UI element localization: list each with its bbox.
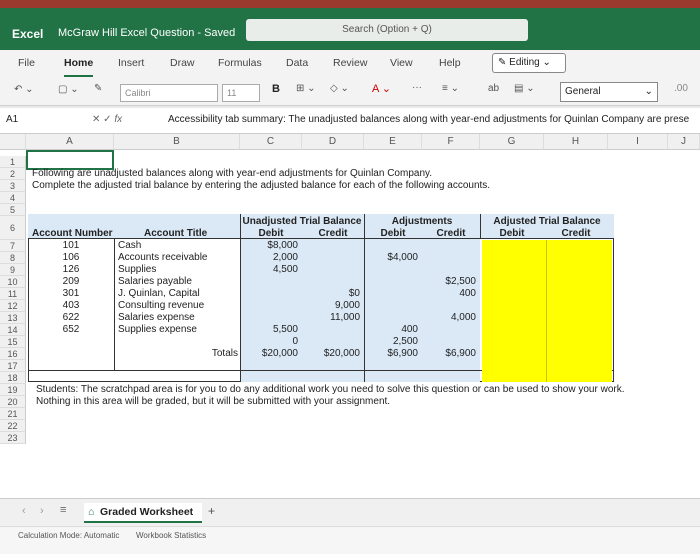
account-title: J. Quinlan, Capital bbox=[118, 288, 200, 299]
undo-icon[interactable]: ↶ ⌄ bbox=[14, 84, 34, 95]
debit-header: Debit bbox=[380, 228, 406, 239]
credit-header: Credit bbox=[436, 228, 466, 239]
column-header[interactable]: E bbox=[364, 134, 422, 150]
row-header[interactable]: 5 bbox=[0, 204, 26, 216]
account-number: 209 bbox=[62, 276, 80, 287]
font-name-select[interactable] bbox=[120, 84, 218, 102]
row-header[interactable]: 8 bbox=[0, 252, 26, 264]
font-color-icon[interactable]: A ⌄ bbox=[372, 83, 392, 95]
tab-file[interactable]: File bbox=[18, 57, 35, 69]
account-number: 403 bbox=[62, 300, 80, 311]
account-number: 652 bbox=[62, 324, 80, 335]
fill-color-icon[interactable]: ◇ ⌄ bbox=[330, 83, 349, 94]
row-header[interactable]: 20 bbox=[0, 396, 26, 408]
font-size-select[interactable] bbox=[222, 84, 260, 102]
adjustment-debit: 2,500 bbox=[392, 336, 418, 347]
column-header[interactable]: A bbox=[26, 134, 114, 150]
pencil-icon: ✎ bbox=[498, 57, 507, 68]
font-size-value: 11 bbox=[227, 88, 237, 98]
wrap-text-icon[interactable]: ab bbox=[488, 83, 500, 94]
debit-header: Debit bbox=[258, 228, 284, 239]
number-format-select[interactable] bbox=[560, 82, 658, 102]
status-bar bbox=[0, 526, 700, 554]
credit-header: Credit bbox=[561, 228, 591, 239]
tab-formulas[interactable]: Formulas bbox=[218, 57, 262, 69]
column-header[interactable]: D bbox=[302, 134, 364, 150]
scratchpad-note: Students: The scratchpad area is for you to do any additional work you need to solve this question or can be used to show your work. bbox=[36, 384, 625, 395]
tab-insert[interactable]: Insert bbox=[118, 57, 145, 69]
scratchpad-note: Nothing in this area will be graded, but it will be submitted with your assignment. bbox=[36, 396, 391, 407]
row-header[interactable]: 7 bbox=[0, 240, 26, 252]
row-header[interactable]: 14 bbox=[0, 324, 26, 336]
title-bar bbox=[0, 8, 700, 50]
column-header[interactable]: H bbox=[544, 134, 608, 150]
row-header[interactable]: 18 bbox=[0, 372, 26, 384]
formula-controls bbox=[92, 114, 122, 125]
adjusted-header: Adjusted Trial Balance bbox=[493, 216, 601, 227]
tab-review[interactable]: Review bbox=[333, 57, 368, 69]
column-header[interactable]: I bbox=[608, 134, 668, 150]
row-header[interactable]: 13 bbox=[0, 312, 26, 324]
lock-icon: ⌂ bbox=[88, 506, 95, 518]
bold-button[interactable]: B bbox=[272, 83, 280, 95]
unadjusted-header: Unadjusted Trial Balance bbox=[242, 216, 362, 227]
debit-header: Debit bbox=[499, 228, 525, 239]
select-all-corner[interactable] bbox=[0, 134, 26, 150]
unadjusted-debit: 4,500 bbox=[272, 264, 298, 275]
merge-icon[interactable]: ▤ ⌄ bbox=[514, 83, 535, 94]
account-title: Cash bbox=[118, 240, 142, 251]
unadjusted-debit: 0 bbox=[292, 336, 298, 347]
unadjusted-credit: 9,000 bbox=[334, 300, 360, 311]
adjustment-debit: 400 bbox=[401, 324, 418, 335]
account-title: Supplies bbox=[118, 264, 157, 275]
adjustments-header: Adjustments bbox=[391, 216, 453, 227]
total-unadjusted-debit: $20,000 bbox=[261, 348, 298, 359]
selected-cell[interactable] bbox=[26, 150, 114, 170]
cancel-icon[interactable]: ✕ bbox=[92, 114, 101, 125]
row-header[interactable]: 9 bbox=[0, 264, 26, 276]
instruction-line: Following are unadjusted balances along with year-end adjustments for Quinlan Company. bbox=[32, 168, 433, 179]
formula-bar bbox=[0, 108, 700, 134]
align-icon[interactable]: ≡ ⌄ bbox=[442, 83, 459, 94]
account-title: Supplies expense bbox=[118, 324, 197, 335]
unadjusted-debit: 2,000 bbox=[272, 252, 298, 263]
account-title: Salaries expense bbox=[118, 312, 195, 323]
row-header[interactable]: 6 bbox=[0, 216, 26, 240]
row-header[interactable]: 19 bbox=[0, 384, 26, 396]
row-header[interactable]: 1 bbox=[0, 156, 26, 168]
row-header[interactable]: 4 bbox=[0, 192, 26, 204]
prev-sheet-icon[interactable]: ‹ bbox=[22, 505, 26, 517]
all-sheets-icon[interactable]: ≡ bbox=[60, 504, 67, 516]
format-painter-icon[interactable]: ✎ bbox=[94, 83, 103, 94]
instruction-line: Complete the adjusted trial balance by entering the adjusted balance for each of the following accounts. bbox=[32, 180, 491, 191]
adjusted-input-area[interactable] bbox=[482, 240, 612, 382]
search-input[interactable]: Search (Option + Q) bbox=[246, 19, 528, 41]
account-title: Salaries payable bbox=[118, 276, 192, 287]
account-number: 101 bbox=[62, 240, 80, 251]
decimal-icon[interactable]: .00 bbox=[674, 83, 688, 94]
font-name-value: Calibri bbox=[125, 88, 151, 98]
browser-top-bar bbox=[0, 0, 700, 8]
adjustment-credit: 400 bbox=[459, 288, 476, 299]
row-header[interactable]: 2 bbox=[0, 168, 26, 180]
column-header[interactable]: B bbox=[114, 134, 240, 150]
app-name: Excel bbox=[12, 27, 44, 41]
spreadsheet-grid[interactable] bbox=[0, 134, 700, 498]
credit-header: Credit bbox=[318, 228, 348, 239]
adjustment-credit: $2,500 bbox=[445, 276, 476, 287]
adjustment-debit: $4,000 bbox=[387, 252, 418, 263]
calculation-mode[interactable]: Calculation Mode: Automatic bbox=[18, 531, 120, 540]
ribbon-tabs bbox=[0, 50, 700, 78]
column-header[interactable]: F bbox=[422, 134, 480, 150]
column-header[interactable]: J bbox=[668, 134, 700, 150]
borders-icon[interactable]: ⊞ ⌄ bbox=[296, 83, 316, 94]
column-header[interactable]: C bbox=[240, 134, 302, 150]
unadjusted-debit: 5,500 bbox=[272, 324, 298, 335]
row-header[interactable]: 17 bbox=[0, 360, 26, 372]
tab-data[interactable]: Data bbox=[286, 57, 309, 69]
row-header[interactable]: 21 bbox=[0, 408, 26, 420]
row-header[interactable]: 12 bbox=[0, 300, 26, 312]
unadjusted-credit: $0 bbox=[348, 288, 360, 299]
row-header[interactable]: 11 bbox=[0, 288, 26, 300]
total-adjustment-credit: $6,900 bbox=[445, 348, 476, 359]
adjustment-credit: 4,000 bbox=[450, 312, 476, 323]
document-title[interactable]: McGraw Hill Excel Question - Saved bbox=[58, 27, 236, 39]
sheet-tab-label: Graded Worksheet bbox=[100, 506, 194, 518]
row-header[interactable]: 16 bbox=[0, 348, 26, 360]
formula-content[interactable]: Accessibility tab summary: The unadjusted balances along with year-end adjustments for Quinlan Company are prese bbox=[168, 114, 690, 125]
unadjusted-credit: 11,000 bbox=[330, 312, 360, 323]
total-unadjusted-credit: $20,000 bbox=[323, 348, 360, 359]
account-number: 106 bbox=[62, 252, 80, 263]
account-number: 622 bbox=[62, 312, 80, 323]
tab-home[interactable]: Home bbox=[64, 57, 94, 69]
chevron-down-icon: ⌄ bbox=[644, 86, 653, 97]
tab-graded-worksheet[interactable] bbox=[84, 503, 202, 523]
account-title: Consulting revenue bbox=[118, 300, 205, 311]
name-box[interactable]: A1 bbox=[6, 114, 19, 125]
total-adjustment-debit: $6,900 bbox=[387, 348, 418, 359]
tab-draw[interactable]: Draw bbox=[170, 57, 195, 69]
function-icon[interactable]: fx bbox=[114, 114, 123, 125]
more-icon[interactable]: ··· bbox=[412, 82, 422, 93]
row-header[interactable]: 22 bbox=[0, 420, 26, 432]
sheet-tab-bar bbox=[0, 498, 700, 526]
divider bbox=[546, 240, 547, 382]
next-sheet-icon[interactable]: › bbox=[40, 505, 44, 517]
account-number: 301 bbox=[62, 288, 80, 299]
tab-help[interactable]: Help bbox=[439, 57, 461, 69]
clipboard-icon[interactable]: ▢ ⌄ bbox=[58, 84, 79, 95]
row-header[interactable]: 3 bbox=[0, 180, 26, 192]
tab-view[interactable]: View bbox=[390, 57, 413, 69]
totals-label: Totals bbox=[211, 348, 238, 359]
column-header[interactable]: G bbox=[480, 134, 544, 150]
add-sheet-button[interactable]: + bbox=[208, 504, 216, 518]
confirm-icon[interactable]: ✓ bbox=[103, 114, 112, 125]
account-number: 126 bbox=[62, 264, 80, 275]
number-format-value: General bbox=[565, 86, 601, 97]
editing-label: Editing bbox=[509, 57, 540, 68]
account-number-header: Account Number bbox=[32, 228, 113, 239]
row-header[interactable]: 23 bbox=[0, 432, 26, 444]
unadjusted-debit: $8,000 bbox=[267, 240, 298, 251]
chevron-down-icon: ⌄ bbox=[542, 57, 551, 68]
account-title-header: Account Title bbox=[144, 228, 208, 239]
editing-mode-button[interactable] bbox=[492, 53, 566, 73]
row-header[interactable]: 10 bbox=[0, 276, 26, 288]
account-title: Accounts receivable bbox=[118, 252, 208, 263]
workbook-statistics[interactable]: Workbook Statistics bbox=[136, 531, 207, 540]
row-header[interactable]: 15 bbox=[0, 336, 26, 348]
